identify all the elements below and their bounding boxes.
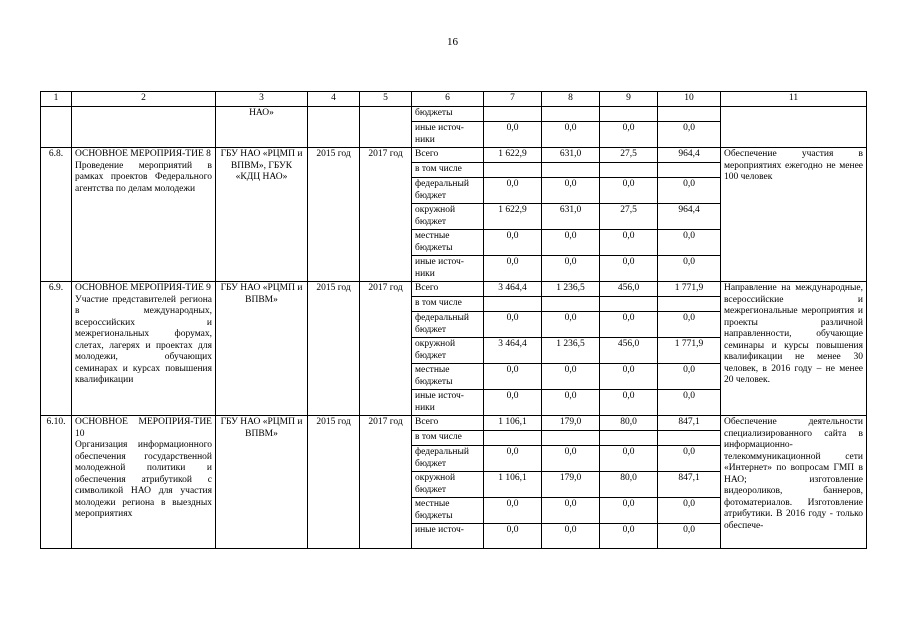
- funding-value: [600, 107, 658, 122]
- measure-description: Участие представителей региона в международных, всероссийских и межрегиональных форумах, слетах, лагерях и проектах для молодежи, обучающих семинарах и курсах повышения квалификации: [75, 294, 212, 385]
- funding-value: [484, 163, 542, 178]
- measure-title: ОСНОВНОЕ МЕРОПРИЯ-ТИЕ 8: [75, 149, 211, 159]
- funding-source: в том числе: [412, 431, 484, 446]
- header-col-1: 1: [41, 92, 72, 107]
- funding-value: 1 622,9: [484, 204, 542, 230]
- funding-value: 847,1: [658, 416, 721, 431]
- funding-value: 80,0: [600, 416, 658, 431]
- funding-value: 0,0: [600, 446, 658, 472]
- funding-value: 0,0: [600, 230, 658, 256]
- funding-value: 0,0: [542, 364, 600, 390]
- expected-result: Обеспечение деятельности специализированного сайта в информационно-телекоммуникационной сети «Интернет» по вопросам ГМП в НАО; изготовление видеороликов, баннеров, фотоматериалов. Изготовление атрибутики. В 2016 году - только обеспече-: [721, 416, 867, 549]
- header-row: [41, 92, 867, 107]
- funding-value: 456,0: [600, 282, 658, 297]
- header-col-11: 11: [721, 92, 867, 107]
- funding-source: иные источ-ники: [412, 390, 484, 416]
- funding-value: 0,0: [542, 524, 600, 549]
- funding-value: 0,0: [484, 446, 542, 472]
- header-col-7: 7: [484, 92, 542, 107]
- funding-value: 0,0: [600, 390, 658, 416]
- funding-value: 631,0: [542, 204, 600, 230]
- header-col-3: 3: [216, 92, 308, 107]
- header-col-8: 8: [542, 92, 600, 107]
- funding-value: 1 771,9: [658, 282, 721, 297]
- funding-value: [600, 163, 658, 178]
- header-col-10: 10: [658, 92, 721, 107]
- item-description: [72, 107, 216, 148]
- funding-value: 0,0: [484, 178, 542, 204]
- funding-value: 847,1: [658, 472, 721, 498]
- expected-result: Направление на международные, всероссийские и межрегиональные мероприятия и проекты различной направленности, обучающие семинары и курсы повышения квалификации не менее 30 человек, в 2016 году – не менее 20 человек.: [721, 282, 867, 416]
- end-year: 2017 год: [360, 282, 412, 416]
- funding-value: [542, 163, 600, 178]
- funding-value: 1 622,9: [484, 148, 542, 163]
- funding-value: 1 236,5: [542, 282, 600, 297]
- funding-value: 0,0: [658, 498, 721, 524]
- executor: ГБУ НАО «РЦМП и ВПВМ»: [216, 282, 308, 416]
- funding-value: 0,0: [600, 256, 658, 282]
- funding-source: иные источ-: [412, 524, 484, 549]
- funding-source: в том числе: [412, 163, 484, 178]
- measure-description: Организация информационного обеспечения государственной молодежной политики и обеспечения атрибутикой с символикой НАО для участия молодежи региона в выездных мероприятиях: [75, 440, 212, 519]
- header-col-2: 2: [72, 92, 216, 107]
- funding-value: 456,0: [600, 338, 658, 364]
- funding-source: местные бюджеты: [412, 498, 484, 524]
- item-number: 6.8.: [41, 148, 72, 282]
- funding-value: 1 106,1: [484, 416, 542, 431]
- funding-source: иные источ-ники: [412, 122, 484, 148]
- item-description: [72, 282, 216, 416]
- header-col-5: 5: [360, 92, 412, 107]
- funding-value: 3 464,4: [484, 282, 542, 297]
- funding-value: 1 771,9: [658, 338, 721, 364]
- funding-value: 0,0: [484, 364, 542, 390]
- funding-value: [658, 297, 721, 312]
- funding-value: 1 106,1: [484, 472, 542, 498]
- start-year: 2015 год: [308, 416, 360, 549]
- measure-title: ОСНОВНОЕ МЕРОПРИЯ-ТИЕ 10: [75, 417, 212, 439]
- funding-source: федеральный бюджет: [412, 312, 484, 338]
- end-year: 2017 год: [360, 148, 412, 282]
- expected-result: Обеспечение участия в мероприятиях ежегодно не менее 100 человек: [721, 148, 867, 282]
- start-year: 2015 год: [308, 282, 360, 416]
- funding-value: 0,0: [542, 230, 600, 256]
- funding-value: 0,0: [484, 498, 542, 524]
- start-year: [308, 107, 360, 148]
- measure-title: ОСНОВНОЕ МЕРОПРИЯ-ТИЕ 9: [75, 283, 211, 293]
- funding-value: 0,0: [658, 178, 721, 204]
- funding-value: 964,4: [658, 204, 721, 230]
- executor: НАО»: [216, 107, 308, 148]
- funding-value: 0,0: [484, 256, 542, 282]
- item-number: [41, 107, 72, 148]
- funding-value: 0,0: [484, 122, 542, 148]
- header-col-9: 9: [600, 92, 658, 107]
- funding-value: [600, 297, 658, 312]
- funding-value: 0,0: [484, 524, 542, 549]
- funding-value: [484, 107, 542, 122]
- start-year: 2015 год: [308, 148, 360, 282]
- funding-source: иные источ-ники: [412, 256, 484, 282]
- funding-value: 0,0: [658, 312, 721, 338]
- funding-source: местные бюджеты: [412, 230, 484, 256]
- funding-row: [41, 282, 867, 297]
- item-description: [72, 416, 216, 549]
- funding-value: [600, 431, 658, 446]
- funding-value: 0,0: [600, 524, 658, 549]
- budget-table: [40, 91, 867, 549]
- funding-row: [41, 416, 867, 431]
- funding-value: 179,0: [542, 416, 600, 431]
- funding-row: [41, 148, 867, 163]
- funding-source: в том числе: [412, 297, 484, 312]
- funding-value: 1 236,5: [542, 338, 600, 364]
- funding-source: Всего: [412, 148, 484, 163]
- funding-value: 0,0: [542, 498, 600, 524]
- funding-value: [658, 107, 721, 122]
- funding-value: 0,0: [658, 524, 721, 549]
- item-number: 6.9.: [41, 282, 72, 416]
- funding-value: [542, 431, 600, 446]
- funding-value: 0,0: [542, 122, 600, 148]
- funding-value: 0,0: [600, 364, 658, 390]
- funding-value: 631,0: [542, 148, 600, 163]
- funding-value: [484, 431, 542, 446]
- end-year: [360, 107, 412, 148]
- executor: ГБУ НАО «РЦМП и ВПВМ»: [216, 416, 308, 549]
- executor: ГБУ НАО «РЦМП и ВПВМ», ГБУК «КДЦ НАО»: [216, 148, 308, 282]
- funding-value: 0,0: [542, 178, 600, 204]
- item-number: 6.10.: [41, 416, 72, 549]
- funding-value: 964,4: [658, 148, 721, 163]
- funding-value: 0,0: [600, 178, 658, 204]
- funding-value: 0,0: [658, 230, 721, 256]
- funding-value: 0,0: [542, 256, 600, 282]
- funding-value: 0,0: [600, 498, 658, 524]
- funding-value: 0,0: [658, 364, 721, 390]
- funding-value: [484, 297, 542, 312]
- header-col-6: 6: [412, 92, 484, 107]
- funding-source: окружной бюджет: [412, 204, 484, 230]
- funding-value: [658, 431, 721, 446]
- funding-value: 0,0: [658, 122, 721, 148]
- item-description: [72, 148, 216, 282]
- funding-source: местные бюджеты: [412, 364, 484, 390]
- funding-value: 27,5: [600, 204, 658, 230]
- funding-value: 0,0: [600, 312, 658, 338]
- funding-source: Всего: [412, 416, 484, 431]
- funding-value: 0,0: [484, 312, 542, 338]
- funding-value: 179,0: [542, 472, 600, 498]
- funding-value: 0,0: [542, 446, 600, 472]
- header-col-4: 4: [308, 92, 360, 107]
- funding-value: 27,5: [600, 148, 658, 163]
- funding-value: 80,0: [600, 472, 658, 498]
- funding-source: окружной бюджет: [412, 472, 484, 498]
- funding-value: [542, 107, 600, 122]
- funding-value: [658, 163, 721, 178]
- funding-value: 0,0: [484, 390, 542, 416]
- funding-row: [41, 107, 867, 122]
- funding-value: [542, 297, 600, 312]
- funding-source: Всего: [412, 282, 484, 297]
- funding-value: 0,0: [658, 256, 721, 282]
- end-year: 2017 год: [360, 416, 412, 549]
- expected-result: [721, 107, 867, 148]
- funding-value: 0,0: [600, 122, 658, 148]
- funding-value: 0,0: [484, 230, 542, 256]
- funding-value: 0,0: [658, 446, 721, 472]
- page-number: 16: [447, 36, 458, 48]
- funding-source: бюджеты: [412, 107, 484, 122]
- funding-source: федеральный бюджет: [412, 446, 484, 472]
- funding-value: 0,0: [542, 390, 600, 416]
- measure-description: Проведение мероприятий в рамках проектов Федерального агентства по делам молодежи: [75, 160, 212, 194]
- funding-source: окружной бюджет: [412, 338, 484, 364]
- funding-value: 3 464,4: [484, 338, 542, 364]
- funding-value: 0,0: [658, 390, 721, 416]
- funding-source: федеральный бюджет: [412, 178, 484, 204]
- funding-value: 0,0: [542, 312, 600, 338]
